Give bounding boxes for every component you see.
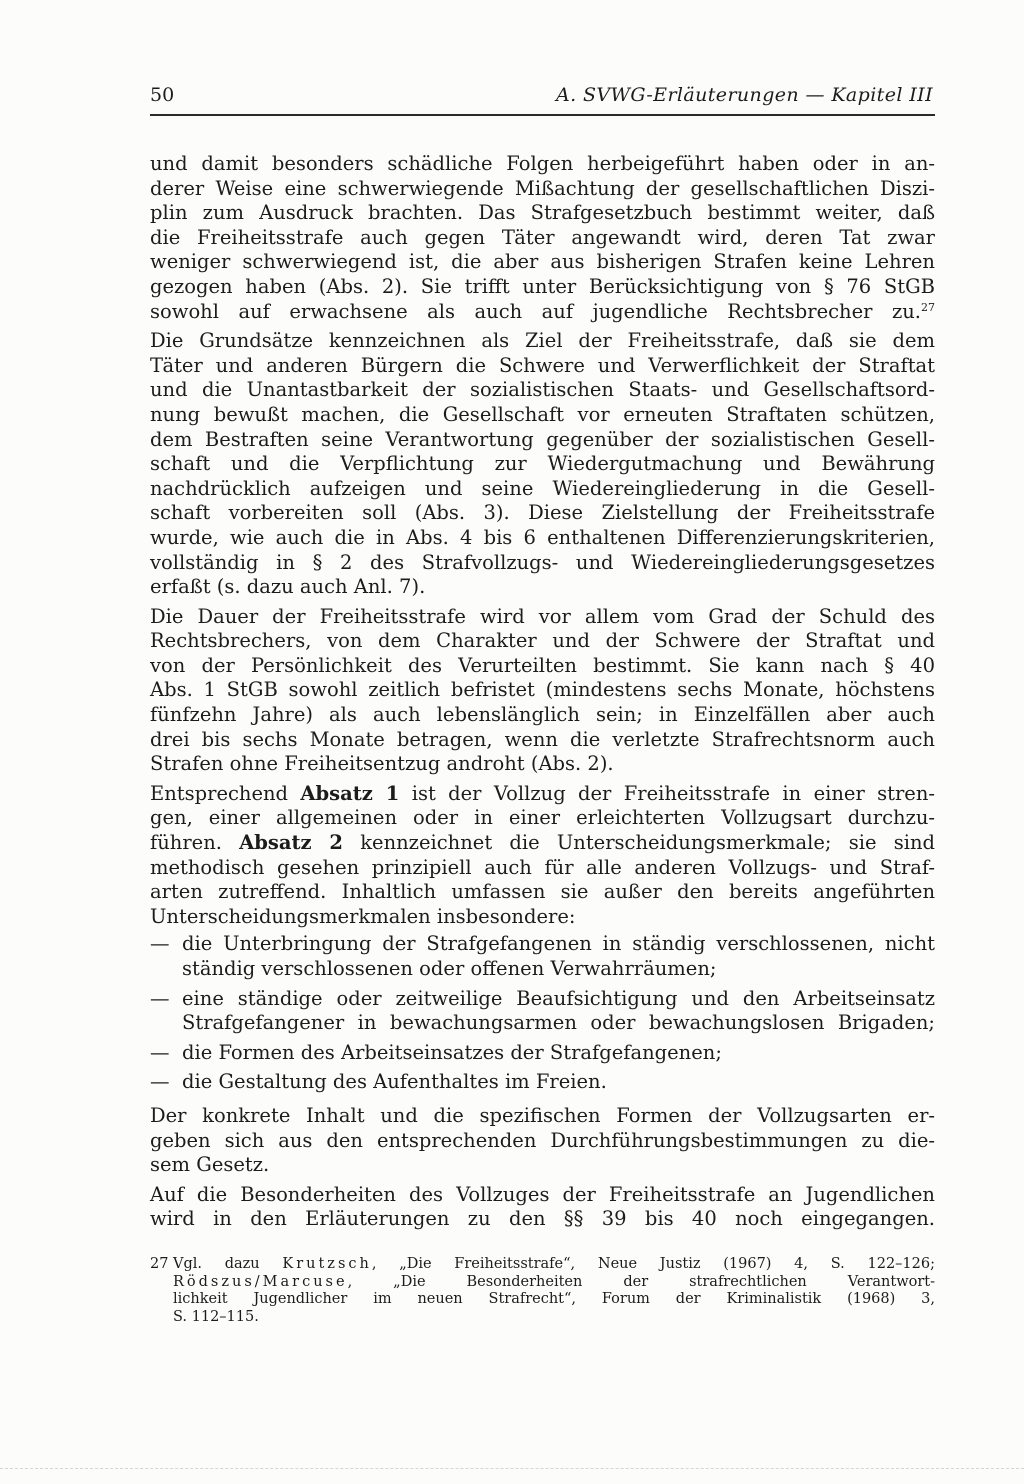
text-line: fünfzehn Jahre) als auch lebenslänglich sein; in Einzelfällen aber auch xyxy=(150,703,935,727)
text-line: plin zum Ausdruck brachten. Das Strafgesetzbuch bestimmt weiter, daß xyxy=(150,201,935,225)
text-line: Täter und anderen Bürgern die Schwere und Verwerflichkeit der Straftat xyxy=(150,353,935,377)
footnote-line xyxy=(173,1256,935,1274)
paragraph xyxy=(150,329,935,600)
text-line: und damit besonders schädliche Folgen herbeigeführt haben oder in an- xyxy=(150,152,935,175)
text-line: arten zutreffend. Inhaltlich umfassen sie außer den bereits angeführten xyxy=(150,880,935,904)
text-line: Abs. 1 StGB sowohl zeitlich befristet (mindestens sechs Monate, höchstens xyxy=(150,678,935,702)
text-line: dem Bestraften seine Verantwortung gegenüber der sozialistischen Gesell- xyxy=(150,427,935,451)
text-line: derer Weise eine schwerwiegende Mißachtung der gesellschaftlichen Diszi- xyxy=(150,176,935,200)
text-line: Unterscheidungsmerkmalen insbesondere: xyxy=(150,904,576,928)
paragraph xyxy=(150,1104,935,1178)
text-line: geben sich aus den entsprechenden Durchführungsbestimmungen zu die- xyxy=(150,1128,935,1152)
author-name: Rödszus/Marcuse xyxy=(173,1273,348,1290)
bold-ref-absatz-2: Absatz 2 xyxy=(239,831,343,855)
dash-bullet: — xyxy=(150,1070,170,1094)
text-line: die Unterbringung der Strafgefangenen in ständig verschlossenen, nicht xyxy=(182,932,935,956)
list-item xyxy=(150,987,935,1036)
dash-bullet: — xyxy=(150,932,170,956)
list-item xyxy=(150,1041,935,1066)
text-line: die Gestaltung des Aufenthaltes im Freien. xyxy=(182,1070,607,1094)
text-line: methodisch gesehen prinzipiell auch für alle anderen Vollzugs- und Straf- xyxy=(150,855,935,879)
dash-bullet: — xyxy=(150,1040,170,1064)
paragraph xyxy=(150,152,935,324)
body-text xyxy=(150,152,935,1237)
author-name: Krutzsch xyxy=(282,1256,372,1272)
footnote-27 xyxy=(150,1256,935,1326)
footnote-line: lichkeit Jugendlicher im neuen Strafrecht“, Forum der Kriminalistik (1968) 3, xyxy=(173,1291,935,1307)
bold-ref-absatz-1: Absatz 1 xyxy=(300,781,400,805)
text-line: gezogen haben (Abs. 2). Sie trifft unter Berücksichtigung von § 76 StGB xyxy=(150,274,935,298)
text-line: drei bis sechs Monate betragen, wenn die verletzte Strafrechtsnorm auch xyxy=(150,727,935,751)
text-line: nachdrücklich aufzeigen und seine Wiedereingliederung in die Gesell- xyxy=(150,476,935,500)
footnote-line xyxy=(173,1274,935,1292)
text-line: Die Dauer der Freiheitsstrafe wird vor allem vom Grad der Schuld des xyxy=(150,604,935,628)
text-line: die Formen des Arbeitseinsatzes der Strafgefangenen; xyxy=(182,1040,722,1064)
text-run: Entsprechend xyxy=(150,781,301,805)
text-run: , „Die Besonderheiten der strafrechtlichen Verantwort- xyxy=(347,1273,935,1290)
paragraph xyxy=(150,1183,935,1232)
text-line: Strafen ohne Freiheitsentzug androht (Abs. 2). xyxy=(150,752,614,776)
text-line: sem Gesetz. xyxy=(150,1153,270,1177)
text-line: Strafgefangener in bewachungsarmen oder bewachungslosen Brigaden; xyxy=(182,1011,935,1035)
footnote-ref[interactable]: 27 xyxy=(921,300,935,314)
text-run: kennzeichnet die Unterscheidungsmerkmale; sie sind xyxy=(343,831,935,855)
text-run: , „Die Freiheitsstrafe“, Neue Justiz (1967) 4, S. 122–126; xyxy=(371,1256,935,1272)
text-line: nung bewußt machen, die Gesellschaft vor erneuten Straftaten schützen, xyxy=(150,402,935,426)
dash-bullet: — xyxy=(150,986,170,1010)
text-line: Auf die Besonderheiten des Vollzuges der Freiheitsstrafe an Jugendlichen xyxy=(150,1182,935,1206)
text-line xyxy=(150,831,935,856)
paragraph xyxy=(150,782,935,930)
text-line: Rechtsbrechers, von dem Charakter und der Schwere der Straftat und xyxy=(150,629,935,653)
footnotes xyxy=(150,1256,935,1326)
text-run: Vgl. dazu xyxy=(173,1256,283,1272)
text-line: weniger schwerwiegend ist, die aber aus bisherigen Strafen keine Lehren xyxy=(150,250,935,274)
footnote-number: 27 xyxy=(150,1256,169,1272)
text-line: von der Persönlichkeit des Verurteilten bestimmt. Sie kann nach § 40 xyxy=(150,653,935,677)
list-item xyxy=(150,932,935,981)
dash-list xyxy=(150,932,935,1095)
footnote-line: S. 112–115. xyxy=(173,1308,259,1325)
text-line: vollständig in § 2 des Strafvollzugs- und Wiedereingliederungsgesetzes xyxy=(150,550,935,574)
text-line: schaft vorbereiten soll (Abs. 3). Diese Zielstellung der Freiheitsstrafe xyxy=(150,501,935,525)
text-line: Die Grundsätze kennzeichnen als Ziel der Freiheitsstrafe, daß sie dem xyxy=(150,329,935,353)
scan-edge xyxy=(0,1468,1024,1469)
text-line-with-footnote xyxy=(150,300,935,325)
text-line: erfaßt (s. dazu auch Anl. 7). xyxy=(150,575,426,599)
text-line: gen, einer allgemeinen oder in einer erleichterten Vollzugsart durchzu- xyxy=(150,806,935,830)
text-line: die Freiheitsstrafe auch gegen Täter angewandt wird, deren Tat zwar xyxy=(150,225,935,249)
page-header xyxy=(150,84,935,116)
text-line: eine ständige oder zeitweilige Beaufsichtigung und den Arbeitseinsatz xyxy=(182,986,935,1010)
text-line: wurde, wie auch die in Abs. 4 bis 6 enthaltenen Differenzierungskriterien, xyxy=(150,525,935,549)
text-line: schaft und die Verpflichtung zur Wiedergutmachung und Bewährung xyxy=(150,452,935,476)
paragraph xyxy=(150,605,935,777)
text-line: Der konkrete Inhalt und die spezifischen Formen der Vollzugsarten er- xyxy=(150,1103,935,1127)
running-head: A. SVWG-Erläuterungen — Kapitel III xyxy=(555,84,933,106)
text-line: wird in den Erläuterungen zu den §§ 39 bis 40 noch eingegangen. xyxy=(150,1207,935,1231)
text-run: führen. xyxy=(150,831,240,855)
text-line: und die Unantastbarkeit der sozialistischen Staats- und Gesellschaftsord- xyxy=(150,378,935,402)
text-run: ist der Vollzug der Freiheitsstrafe in einer stren- xyxy=(399,781,935,805)
text-line: sowohl auf erwachsene als auch auf jugendliche Rechtsbrecher zu. xyxy=(150,299,921,323)
text-line: ständig verschlossenen oder offenen Verwahrräumen; xyxy=(182,957,717,980)
text-line xyxy=(150,782,935,807)
page-number: 50 xyxy=(150,84,175,106)
list-item xyxy=(150,1070,935,1095)
